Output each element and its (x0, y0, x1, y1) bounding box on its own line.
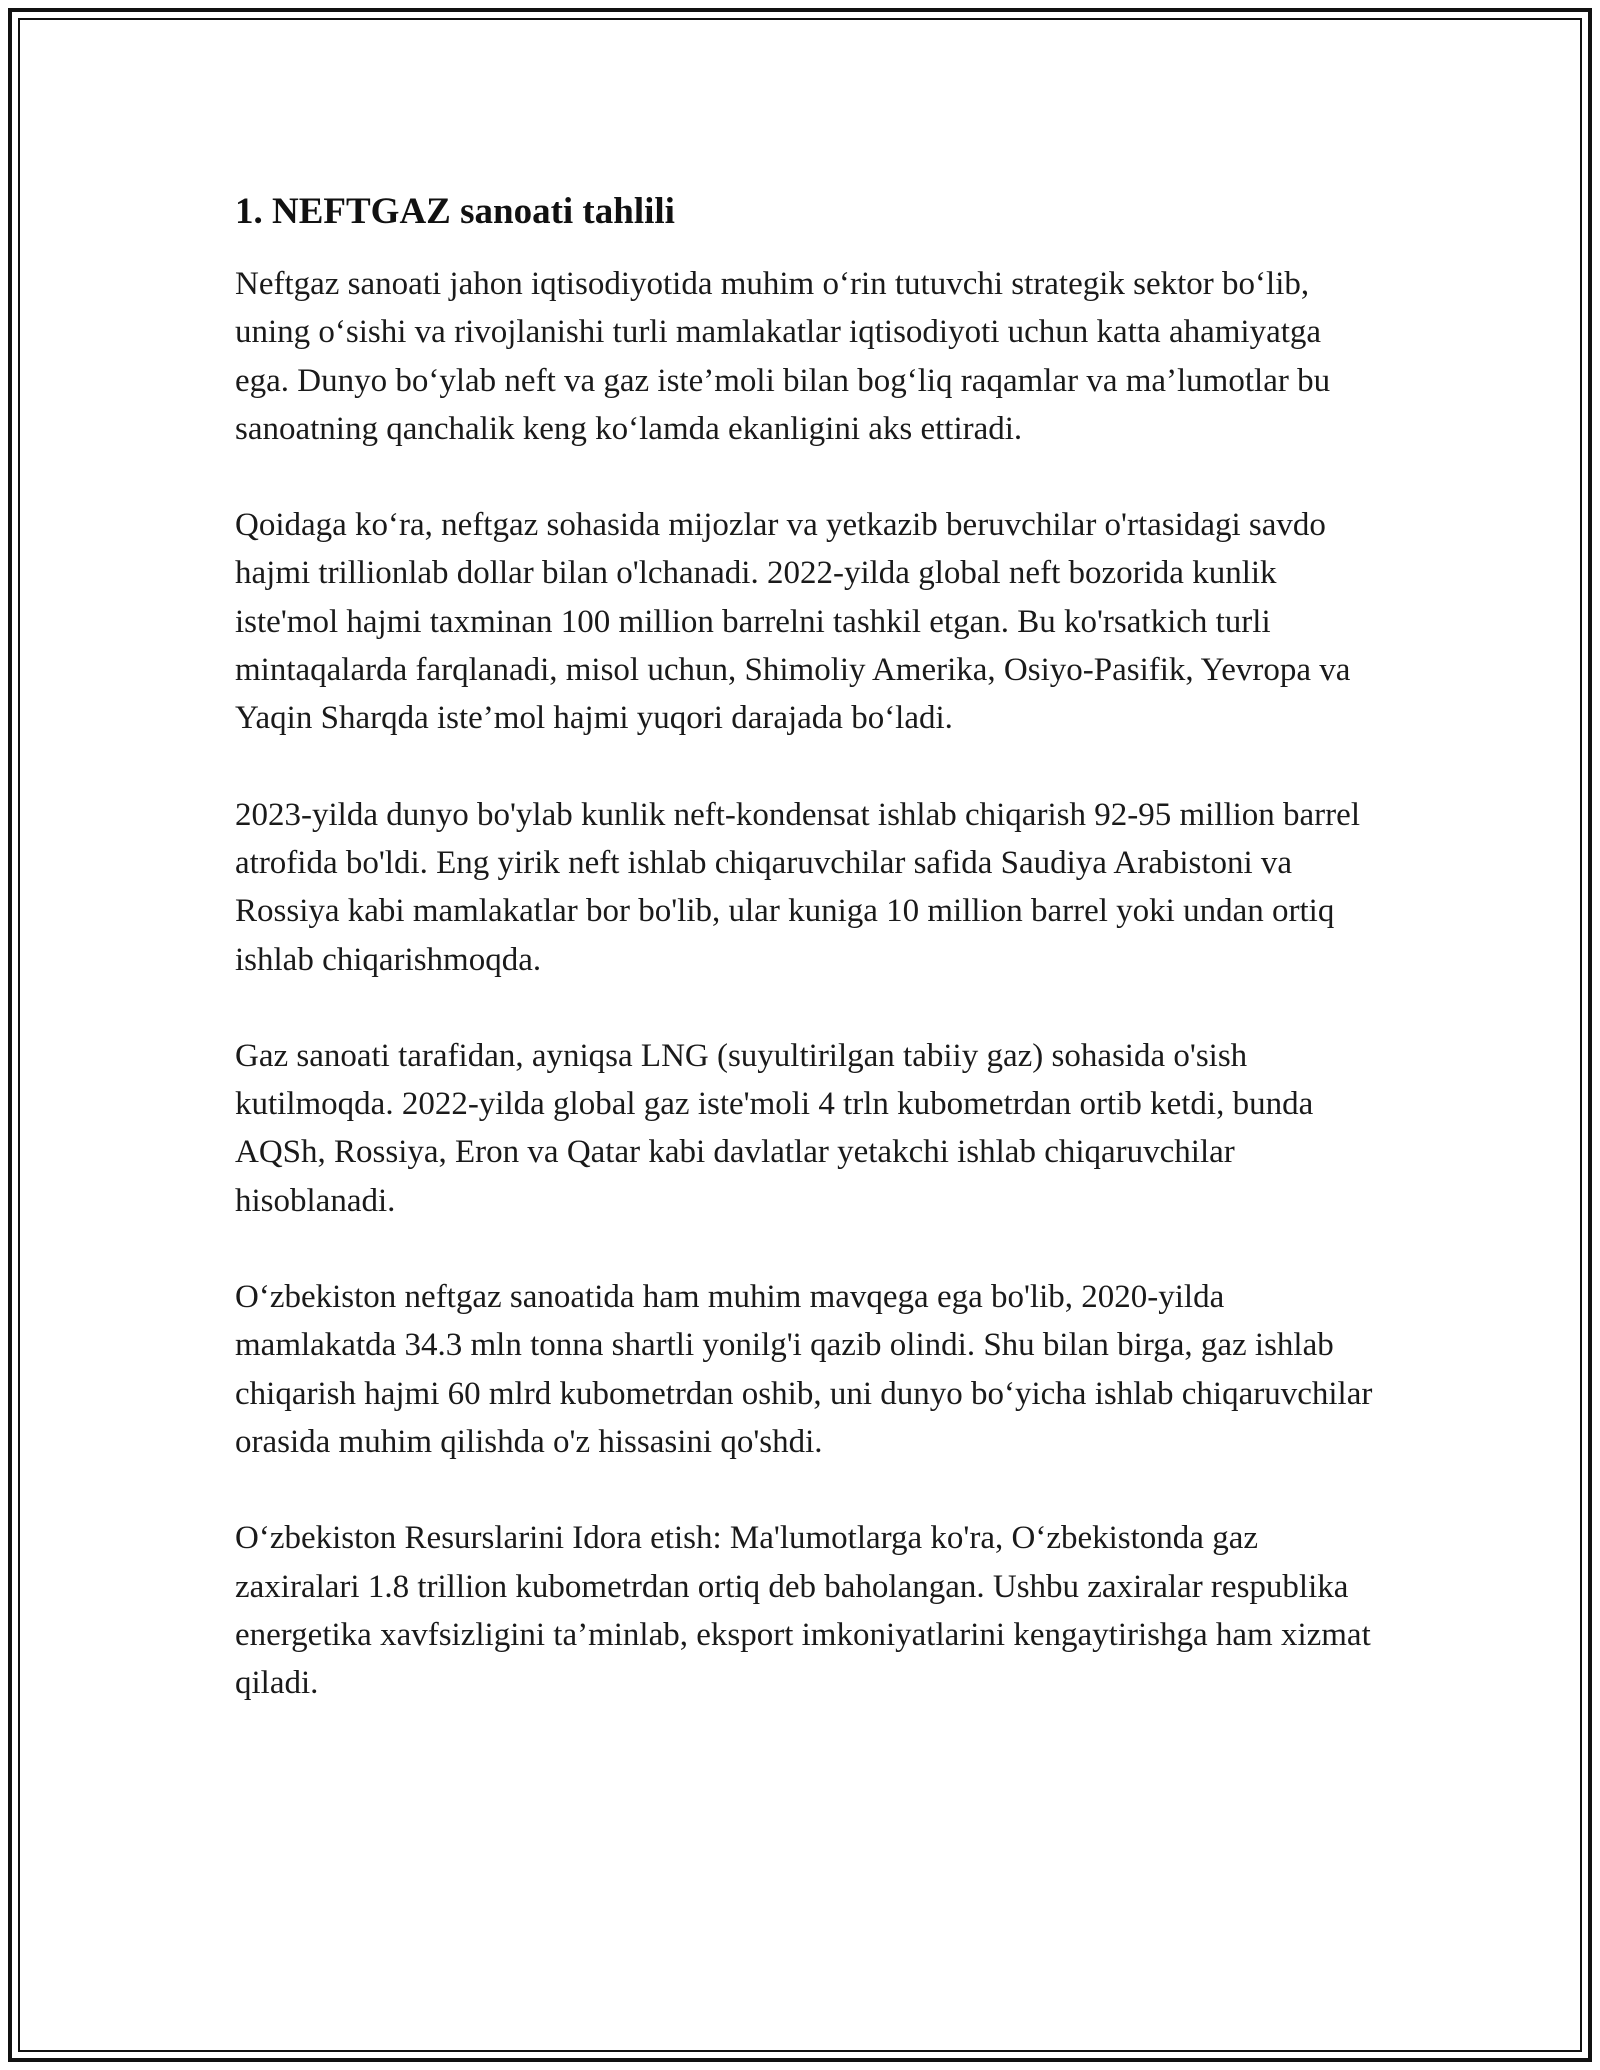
section-title: 1. NEFTGAZ sanoati tahlili (235, 191, 675, 232)
paragraph-uzbekistan-production: O‘zbekiston neftgaz sanoatida ham muhim mavqega ega bo'lib, 2020-yilda mamlakatda 34.3 mln tonna shartli yonilg'i qazib olindi. Shu bilan birga, gaz ishlab chiqarish hajmi 60 mlrd kubometrdan oshib, uni dunyo bo‘yicha ishlab chiqaruvchilar orasida muhim qilishda o'z hissasini qo'shdi. (235, 1279, 1373, 1460)
paragraph-oil-production: 2023-yilda dunyo bo'ylab kunlik neft-kondensat ishlab chiqarish 92-95 million barrel atrofida bo'ldi. Eng yirik neft ishlab chiqaruvchilar safida Saudiya Arabistoni va Rossiya kabi mamlakatlar bor bo'lib, ular kuniga 10 million barrel yoki undan ortiq ishlab chiqarishmoqda. (235, 796, 1360, 978)
paragraph-intro: Neftgaz sanoati jahon iqtisodiyotida muhim o‘rin tutuvchi strategik sektor bo‘lib, uning o‘sishi va rivojlanishi turli mamlakatlar iqtisodiyoti uchun katta ahamiyatga ega. Dunyo bo‘ylab neft va gaz iste’moli bilan bog‘liq raqamlar va ma’lumotlar bu sanoatning qanchalik keng ko‘lamda ekanligini aks ettiradi. (235, 266, 1331, 447)
paragraph-uzbekistan-reserves: O‘zbekiston Resurslarini Idora etish: Ma'lumotlarga ko'ra, O‘zbekistonda gaz zaxiralari 1.8 trillion kubometrdan ortiq deb baholangan. Ushbu zaxiralar respublika energetika xavfsizligini ta’minlab, eksport imkoniyatlarini kengaytirishga ham xizmat qiladi. (235, 1520, 1371, 1702)
document-body (235, 186, 1375, 1755)
paragraph-gas-industry: Gaz sanoati tarafidan, ayniqsa LNG (suyultirilgan tabiiy gaz) sohasida o'sish kutilmoqda. 2022-yilda global gaz iste'moli 4 trln kubometrdan ortib ketdi, bunda AQSh, Rossiya, Eron va Qatar kabi davlatlar yetakchi ishlab chiqaruvchilar hisoblanadi. (235, 1037, 1314, 1219)
paragraph-oil-consumption: Qoidaga ko‘ra, neftgaz sohasida mijozlar va yetkazib beruvchilar o'rtasidagi savdo hajmi trillionlab dollar bilan o'lchanadi. 2022-yilda global neft bozorida kunlik iste'mol hajmi taxminan 100 million barrelni tashkil etgan. Bu ko'rsatkich turli mintaqalarda farqlanadi, misol uchun, Shimoliy Amerika, Osiyo-Pasifik, Yevropa va Yaqin Sharqda iste’mol hajmi yuqori darajada bo‘ladi. (235, 507, 1351, 737)
